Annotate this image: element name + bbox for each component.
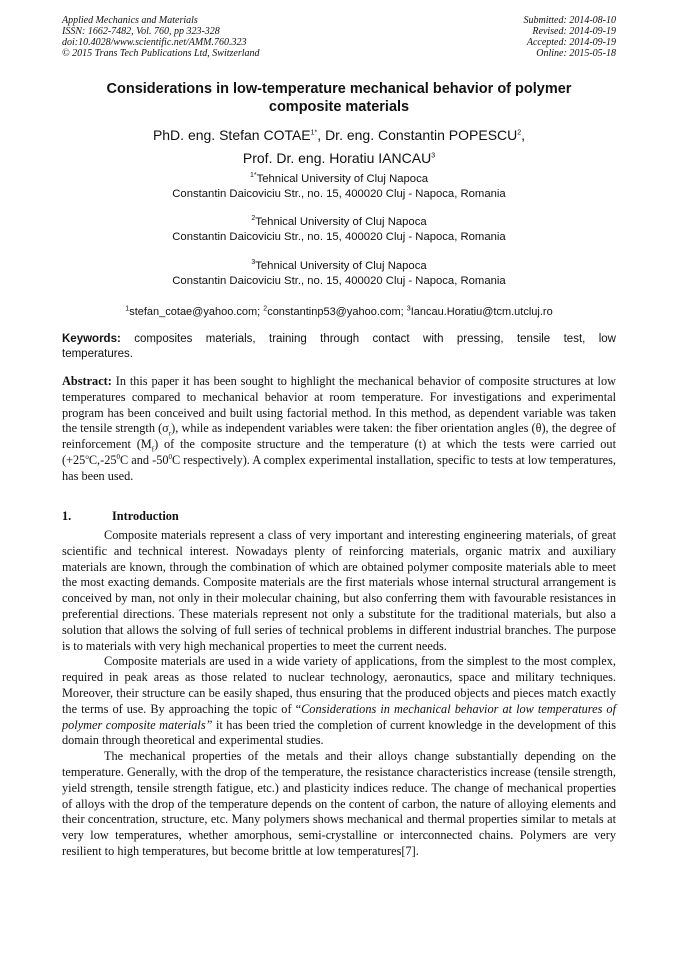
author-3: Prof. Dr. eng. Horatiu IANCAU bbox=[242, 150, 432, 166]
author-3-sup: 3 bbox=[431, 152, 436, 160]
journal-info bbox=[62, 15, 260, 59]
email-link[interactable]: constantinp53@yahoo.com; bbox=[267, 306, 407, 318]
abstract-text: C and -50 bbox=[120, 452, 169, 467]
email-sup: 2 bbox=[263, 305, 268, 313]
affiliation-institution: Tehnical University of Cluj Napoca bbox=[255, 260, 427, 272]
affiliation-name bbox=[62, 172, 616, 187]
affiliation-address: Constantin Daicoviciu Str., no. 15, 400020 Cluj - Napoca, Romania bbox=[172, 188, 506, 200]
section-title: Introduction bbox=[112, 509, 179, 523]
keywords-label: Keywords: bbox=[62, 333, 121, 345]
abstract-text: In this paper it has been sought to highlight the mechanical behavior of composite structures at low temperatures compared to mechanical behavior at room temperature. For investigations and experimental program has been conceived and built using factorial method. In this method, as dependent variable was taken the tensile strength (σ bbox=[62, 374, 616, 436]
affiliation-sup: 2 bbox=[251, 215, 256, 223]
affiliation-name bbox=[62, 215, 616, 230]
affiliation-sup: 1* bbox=[249, 172, 257, 180]
body-text bbox=[62, 528, 616, 860]
date-revised: Revised: 2014-09-19 bbox=[532, 26, 616, 37]
author-separator: , bbox=[521, 127, 526, 143]
paragraph-2 bbox=[62, 654, 616, 749]
date-submitted: Submitted: 2014-08-10 bbox=[523, 15, 616, 26]
author-2: Dr. eng. Constantin POPESCU bbox=[325, 127, 518, 143]
abstract bbox=[62, 374, 616, 485]
email-sup: 1 bbox=[125, 305, 130, 313]
paper-title bbox=[62, 80, 616, 116]
journal-name: Applied Mechanics and Materials bbox=[62, 15, 198, 26]
journal-header bbox=[62, 15, 616, 59]
keywords bbox=[62, 332, 616, 361]
author-1: PhD. eng. Stefan COTAE bbox=[152, 127, 311, 143]
paragraph-2-text: Composite materials are used in a wide variety of applications, from the simplest to the most complex, required in peak areas as those related to nuclear technology, aeronautics, space and military techniques. Moreover, their structure can be easily shaped, thus ensuring that the produced objects and pieces match exactly the terms of use. By approaching the topic of “ bbox=[62, 654, 616, 716]
abstract-text: C,-25 bbox=[88, 452, 117, 467]
author-separator: , bbox=[317, 127, 326, 143]
abstract-superscript: 0 bbox=[116, 452, 120, 461]
affiliation-institution: Tehnical University of Cluj Napoca bbox=[256, 173, 429, 185]
author-2-sup: 2 bbox=[517, 129, 522, 137]
email-link[interactable]: stefan_cotae@yahoo.com; bbox=[129, 306, 264, 318]
paragraph-2-text: it has been tried the completion of current knowledge in the development of this domain through theoretical and experimental studies. bbox=[62, 717, 616, 748]
title-line-1: Considerations in low-temperature mechanical behavior of polymer bbox=[106, 81, 572, 97]
date-online: Online: 2015-05-18 bbox=[536, 48, 616, 59]
journal-copyright: © 2015 Trans Tech Publications Ltd, Switzerland bbox=[62, 48, 260, 59]
affiliation-1 bbox=[62, 172, 616, 202]
journal-doi[interactable]: doi:10.4028/www.scientific.net/AMM.760.323 bbox=[62, 37, 247, 48]
affiliation-address: Constantin Daicoviciu Str., no. 15, 400020 Cluj - Napoca, Romania bbox=[172, 275, 506, 287]
author-line-2 bbox=[62, 147, 616, 170]
journal-issn: ISSN: 1662-7482, Vol. 760, pp 323-328 bbox=[62, 26, 220, 37]
date-accepted: Accepted: 2014-09-19 bbox=[526, 37, 616, 48]
abstract-text: ) of the composite structure and the temperature (t) at which the tests were carried out (+25 bbox=[62, 437, 616, 467]
affiliation-address: Constantin Daicoviciu Str., no. 15, 400020 Cluj - Napoca, Romania bbox=[172, 231, 506, 243]
abstract-superscript: o bbox=[85, 452, 89, 461]
affiliation-3 bbox=[62, 259, 616, 289]
title-line-2: composite materials bbox=[268, 99, 410, 115]
paragraph-3: The mechanical properties of the metals and their alloys change substantially depending on the temperature. Generally, with the drop of the temperature, the resistance characteristics increase (tensile strength, yield strength, tensile strength fatigue, etc.) and plasticity indices reduce. The change of mechanical properties of alloys with the drop of the temperature depends on the content of carbon, the nature of alloying elements and their concentration, structure, etc. Many polymers shows mechanical and thermal properties similar to metals at very low temperatures, whether amorphous, semi-crystalline or interconnected chains. Polymers are very resilient to high temperatures, but become brittle at low temperatures[7]. bbox=[62, 749, 616, 858]
affiliation-institution: Tehnical University of Cluj Napoca bbox=[255, 216, 427, 228]
author-list bbox=[62, 124, 616, 170]
paragraph-2-italic: Considerations in mechanical behavior at low temperatures of polymer composite materials” bbox=[62, 701, 616, 732]
abstract-subscript: r bbox=[168, 429, 172, 438]
publication-dates bbox=[524, 15, 617, 59]
author-line-1 bbox=[62, 124, 616, 147]
section-number: 1. bbox=[62, 509, 72, 523]
affiliation-2 bbox=[62, 215, 616, 245]
email-sup: 3 bbox=[406, 305, 411, 313]
email-link[interactable]: Iancau.Horatiu@tcm.utcluj.ro bbox=[410, 306, 553, 318]
abstract-label: Abstract: bbox=[62, 374, 112, 388]
affiliation-name bbox=[62, 259, 616, 274]
keywords-text: composites materials, training through contact with pressing, tensile test, low temperatures. bbox=[62, 333, 616, 360]
abstract-subscript: f bbox=[151, 445, 155, 454]
abstract-text: ), while as independent variables were taken: the fiber orientation angles (θ), the degree of reinforcement (M bbox=[62, 421, 616, 452]
section-heading bbox=[62, 509, 616, 524]
affiliation-sup: 3 bbox=[251, 259, 256, 267]
email-list bbox=[62, 305, 616, 319]
abstract-superscript: 0 bbox=[168, 452, 173, 461]
abstract-text: C respectively). A complex experimental installation, specific to tests at low temperatures, has been used. bbox=[62, 452, 616, 483]
author-1-sup: 1* bbox=[310, 129, 318, 137]
paragraph-1: Composite materials represent a class of very important and interesting engineering materials, of great scientific and technical interest. Nowadays plenty of reinforcing materials, organic matrix and auxiliary materials are known, through the combination of which are obtained polymer composite materials able to meet the most exacting demands. Composite materials are the first materials whose internal structural arrangement is conceived by man, not only in their molecular chaining, but also conferring them with favourable resistances in preferential directions. These materials represent not only a substitute for the traditional materials, but also a solution that allows the solving of full series of technical problems in different industrial branches. The purpose is to materials with very high mechanical properties to meet the current needs. bbox=[62, 528, 616, 653]
